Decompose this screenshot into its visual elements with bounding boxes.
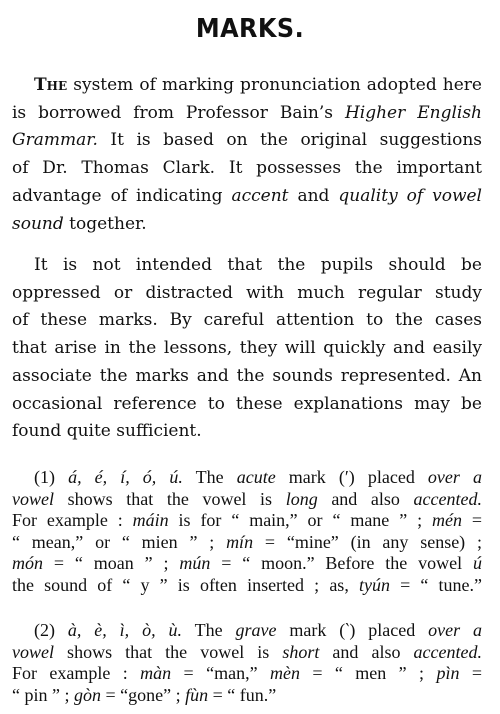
text-span: The bbox=[182, 620, 236, 640]
accented-vowels: à, è, ì, ò, ù. bbox=[67, 620, 182, 640]
text-span: = “man,” bbox=[171, 663, 270, 683]
text-line: that arise in the lessons, they will quickly and easily bbox=[12, 338, 482, 359]
text-span: and also bbox=[317, 488, 414, 509]
italic-term: over a bbox=[428, 620, 482, 640]
italic-term: sound bbox=[12, 213, 64, 234]
example-word: tyún bbox=[358, 574, 390, 595]
small-caps-word: The bbox=[34, 75, 68, 95]
text-span: = “ fun.” bbox=[208, 684, 277, 705]
text-span: is borrowed from Professor Bain’s bbox=[12, 102, 345, 123]
text-line: of these marks. By careful attention to the cases bbox=[12, 310, 482, 331]
example-word: màn bbox=[140, 663, 172, 683]
text-span: system of marking pronunciation adopted here bbox=[67, 75, 482, 95]
text-span: For example : bbox=[12, 510, 133, 530]
text-span: = “mine” (in any sense) ; bbox=[253, 531, 482, 552]
italic-term: vowel bbox=[12, 488, 54, 509]
book-title-italic: Higher English bbox=[344, 102, 483, 123]
paragraph-purpose bbox=[12, 252, 482, 446]
text-line: oppressed or distracted with much regular study bbox=[12, 282, 482, 303]
text-line bbox=[12, 642, 482, 664]
text-span: and also bbox=[319, 641, 414, 662]
text-span: (1) bbox=[34, 467, 69, 487]
text-span: For example : bbox=[12, 663, 141, 683]
italic-term: acute bbox=[236, 467, 276, 487]
text-span: = “ moon.” Before the vowel bbox=[210, 553, 473, 573]
text-line bbox=[12, 489, 482, 511]
text-line bbox=[12, 620, 482, 642]
italic-term: over a bbox=[427, 467, 482, 487]
example-word: fùn bbox=[185, 684, 209, 705]
text-line bbox=[12, 532, 482, 554]
book-title-italic: Grammar. bbox=[12, 130, 98, 151]
italic-term: short bbox=[282, 641, 320, 662]
text-line: associate the marks and the sounds represented. An bbox=[12, 365, 482, 386]
text-line: found quite sufficient. bbox=[12, 421, 202, 442]
text-line bbox=[12, 211, 482, 239]
italic-term: grave bbox=[235, 620, 277, 640]
text-line bbox=[12, 100, 482, 128]
paragraph-grave-mark bbox=[12, 620, 482, 706]
text-span: “ pin ” ; bbox=[12, 684, 74, 705]
paragraph-acute-mark bbox=[12, 467, 482, 596]
example-word: mén bbox=[431, 510, 462, 530]
text-span: together. bbox=[63, 213, 147, 234]
text-line bbox=[12, 183, 482, 211]
text-span: is for “ main,” or “ mane ” ; bbox=[168, 510, 432, 530]
italic-term: quality of vowel bbox=[338, 185, 482, 206]
text-line bbox=[12, 575, 482, 597]
text-span: the sound of “ y ” is often inserted ; as, bbox=[12, 574, 359, 595]
text-line bbox=[12, 685, 482, 707]
text-span: = “ men ” ; bbox=[299, 663, 437, 683]
text-span: mark (‵) placed bbox=[276, 620, 429, 640]
text-span: advantage of indicating bbox=[12, 185, 232, 206]
text-span: = bbox=[461, 510, 483, 530]
text-span: = “gone” ; bbox=[100, 684, 186, 705]
text-line bbox=[12, 72, 482, 100]
text-span: shows that the vowel is bbox=[54, 641, 283, 662]
text-span: It is based on the original suggestions bbox=[97, 130, 482, 151]
text-line bbox=[12, 467, 482, 489]
text-line: of Dr. Thomas Clark. It possesses the important bbox=[12, 158, 482, 179]
text-span: = “ tune.” bbox=[389, 574, 483, 595]
text-span: = “ moan ” ; bbox=[43, 553, 180, 573]
text-line bbox=[12, 553, 482, 575]
italic-term: accented. bbox=[413, 641, 482, 662]
example-word: gòn bbox=[73, 684, 101, 705]
example-word: pìn bbox=[436, 663, 460, 683]
example-word: ú bbox=[473, 553, 482, 573]
example-word: máin bbox=[132, 510, 169, 530]
example-word: món bbox=[12, 553, 43, 573]
italic-term: vowel bbox=[12, 641, 54, 662]
italic-term: long bbox=[285, 488, 318, 509]
paragraph-intro bbox=[12, 72, 482, 238]
italic-term: accent bbox=[231, 185, 289, 206]
accented-vowels: á, é, í, ó, ú. bbox=[68, 467, 183, 487]
example-word: mín bbox=[226, 531, 254, 552]
text-span: (2) bbox=[34, 620, 68, 640]
text-span: The bbox=[182, 467, 237, 487]
text-span: mark (′) placed bbox=[275, 467, 428, 487]
text-line bbox=[12, 127, 482, 155]
page-title: MARKS. bbox=[195, 14, 305, 44]
text-span: shows that the vowel is bbox=[54, 488, 286, 509]
text-span: and bbox=[288, 185, 339, 206]
text-line bbox=[12, 663, 482, 685]
example-word: mún bbox=[179, 553, 211, 573]
text-line: occasional reference to these explanations may be bbox=[12, 393, 482, 414]
text-line bbox=[12, 510, 482, 532]
text-line: It is not intended that the pupils should be bbox=[34, 255, 482, 275]
text-span: “ mean,” or “ mien ” ; bbox=[12, 531, 227, 552]
text-span: = bbox=[459, 663, 482, 683]
example-word: mèn bbox=[269, 663, 300, 683]
italic-term: accented. bbox=[413, 488, 483, 509]
